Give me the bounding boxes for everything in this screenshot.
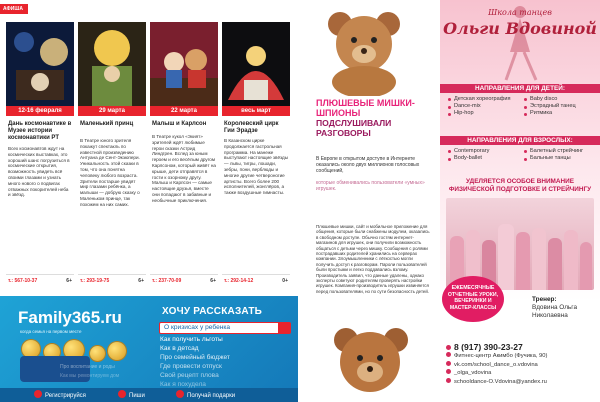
list-item: Contemporary [448, 148, 520, 155]
teddy-bear-image [310, 6, 418, 96]
list-item: Hip-hop [448, 110, 520, 117]
article-headline-2: ПОДСЛУШИВАЛИ РАЗГОВОРЫ [316, 118, 392, 138]
suggestion-item[interactable]: Как я похудела [160, 381, 206, 388]
suggestion-item[interactable]: Как в детсад [160, 345, 199, 352]
article-lead: В Европе в открытом доступе в Интернете оказались около двух миллионов голосовых сообщений, [316, 156, 420, 174]
list-item: Ритмика [524, 110, 598, 117]
location-icon [446, 352, 451, 357]
contact-instagram[interactable]: _olga_vdovina [446, 369, 598, 378]
story-search-input[interactable] [159, 322, 291, 334]
age-rating: 6+ [138, 278, 144, 284]
event-card [150, 22, 218, 290]
event-card [78, 22, 146, 290]
event-date: весь март [222, 106, 290, 116]
divider [222, 274, 290, 275]
dance-school-ad [440, 0, 600, 402]
list-item: Body-ballet [448, 155, 520, 162]
event-title: Королевский цирк Гии Эрадзе [224, 121, 279, 134]
write-icon [118, 390, 126, 398]
register-icon [34, 390, 42, 398]
right-page [302, 0, 600, 402]
instagram-icon [446, 369, 451, 374]
gifts-action[interactable]: Получай подарки [176, 390, 235, 399]
event-date: 29 марта [78, 106, 146, 116]
event-description: В Театре кукол «Экият» зрителей ждёт любимые герои сказки Астрид Линдгрен. Вслед за юным героем и его весёлым другом Карлсоном, который живёт на крыше, дети отправятся в гости к озорному другу. Малыш и Карлсон — самые настоящие друзья, вместе они попадают в забавные и необычные приключения. [152, 134, 216, 203]
event-description: В Казанском цирке продолжается гастрольная программа. На манеже выступают настоящие звёзды — львы, тигры, лошади, зебры, пони, верблюды и многие другие четвероногие артисты. Всего более 200 исполнителей, жонглёров, а также воздушные гимнасты. [224, 138, 289, 196]
trainer-label: Тренер: [532, 296, 557, 303]
email-icon [446, 378, 451, 383]
adults-directions-list-1 [448, 148, 520, 162]
event-description: Всех космонавтов ждут на космических выставках, это хороший шанс погрузиться в космические открытия, возможность увидеть всё своими глазами и узнать много нового о подвигах отважных покорителей неба и звёзд. [8, 146, 70, 198]
left-page [0, 0, 298, 402]
list-item: Детская хореография [448, 96, 520, 103]
event-card [6, 22, 74, 290]
age-rating: 6+ [210, 278, 216, 284]
divider [150, 274, 218, 275]
gift-icon [176, 390, 184, 398]
suggestion-item[interactable]: Как мы ремонтируем дом [60, 373, 120, 379]
list-item: Балетный стрейчинг [524, 148, 598, 155]
event-phone: т.: 293-19-75 [80, 278, 110, 284]
adults-directions-list-2 [524, 148, 598, 162]
school-name: Ольги Вдовиной [443, 19, 597, 38]
kids-directions-list-2 [524, 96, 598, 118]
list-item: Dance-mix [448, 103, 520, 110]
suggestion-item[interactable]: Про воспитание и роды [60, 364, 115, 370]
family365-logo[interactable]: Family365.ru [18, 308, 122, 327]
search-go-icon[interactable] [278, 323, 290, 333]
event-photo [6, 22, 74, 106]
article-lead-highlight: которые обменивались пользователи «умных» игрушек. [316, 180, 425, 192]
teddy-bear-image [312, 322, 428, 402]
section-tab: АФИША [0, 4, 28, 14]
event-date: 22 марта [150, 106, 218, 116]
event-title: Дань космонавтике в Музее истории космонавтики РТ [8, 121, 72, 141]
phone-icon [446, 345, 451, 350]
suggestion-item[interactable]: Где провести отпуск [160, 363, 222, 370]
family365-tagline: когда семья на первом месте [20, 329, 82, 334]
event-photo [150, 22, 218, 106]
event-date: 12-16 февраля [6, 106, 74, 116]
event-title: Малыш и Карлсон [152, 121, 207, 127]
age-rating: 0+ [282, 278, 288, 284]
event-phone: т.: 567-10-37 [8, 278, 38, 284]
monthly-events-badge: ЕЖЕМЕСЯЧНЫЕ ОТЧЕТНЫЕ УРОКИ, ВЕЧЕРИНКИ И МАСТЕР-КЛАССЫ [442, 276, 504, 322]
trainer-name: Вдовина Ольга Николаевна [532, 304, 577, 319]
contact-address: Фитнес-центр Акимбо (Фучика, 90) [446, 352, 598, 361]
family365-banner[interactable] [0, 296, 298, 402]
article-headline-1: ПЛЮШЕВЫЕ МИШКИ-ШПИОНЫ [316, 98, 415, 118]
divider [6, 274, 74, 275]
kids-directions-list-1 [448, 96, 520, 118]
suggestion-item[interactable]: Как получить льготы [160, 336, 223, 343]
banner-headline: ХОЧУ РАССКАЗАТЬ [162, 306, 263, 317]
write-action[interactable]: Пиши [118, 390, 145, 399]
register-action[interactable]: Регистрируйся [34, 390, 86, 399]
school-subtitle: Школа танцев [488, 8, 552, 17]
vk-icon [446, 361, 451, 366]
event-description: В Театре юного зрителя покажут спектакль по известной произведению Антуана де Сент-Экзюпери. Уникальность этой сказки в том, что она понятна человеку любого возраста. Зрители постарше увидят мир глазами ребёнка, а малыши — добрую сказку о Маленьком принце, так похожем на них самих. [80, 138, 140, 207]
contact-vk[interactable]: vk.com/school_dance_o.vdovina [446, 361, 598, 370]
event-photo [78, 22, 146, 106]
event-photo [222, 22, 290, 106]
divider [78, 274, 146, 275]
search-text: О кризисах у ребенка [164, 324, 231, 331]
event-phone: т.: 292-14-12 [224, 278, 254, 284]
school-emphasis: УДЕЛЯЕТСЯ ОСОБОЕ ВНИМАНИЕ ФИЗИЧЕСКОЙ ПОДГОТОВКЕ И СТРЕЙЧИНГУ [448, 178, 592, 193]
suggestion-item[interactable]: Про семейный бюджет [160, 354, 230, 361]
trainer-info [532, 296, 598, 320]
suggestion-item[interactable]: Свой рецепт плова [160, 372, 219, 379]
event-title: Маленький принц [80, 121, 134, 127]
article-body: Плюшевые мишки, сайт и мобильное приложение для общения, которые были снабжены модулем, оказались в свободном доступе. Обычно гостям интернет-магазинов для игрушек, они получили возможность общаться с детьми через мишку. Сообщения с ролями пострадавших родителей хранились на серверах компании. Злоумышленники с лёгкостью могли получить доступ к разговорам. Пароли пользователей были простыми и легко поддавались взлому. Производитель заявил, что данные удалены, однако эксперты советуют родителям проверять настройки игрушек. Компания-производитель игрушки извиняется перед пользователями, но по сути безопасность детей. [316, 224, 430, 294]
event-card [222, 22, 290, 290]
kids-directions-title: НАПРАВЛЕНИЯ ДЛЯ ДЕТЕЙ: [440, 84, 600, 93]
list-item: Эстрадный танец [524, 103, 598, 110]
adults-directions-title: НАПРАВЛЕНИЯ ДЛЯ ВЗРОСЛЫХ: [440, 136, 600, 145]
contact-email[interactable]: schooldance-O.Vdovina@yandex.ru [446, 378, 598, 387]
contact-phone[interactable]: 8 (917) 390-23-27 [446, 344, 598, 352]
list-item: Baby disco [524, 96, 598, 103]
event-phone: т.: 237-70-09 [152, 278, 182, 284]
school-contacts [446, 344, 598, 387]
age-rating: 6+ [66, 278, 72, 284]
list-item: Бальные танцы [524, 155, 598, 162]
